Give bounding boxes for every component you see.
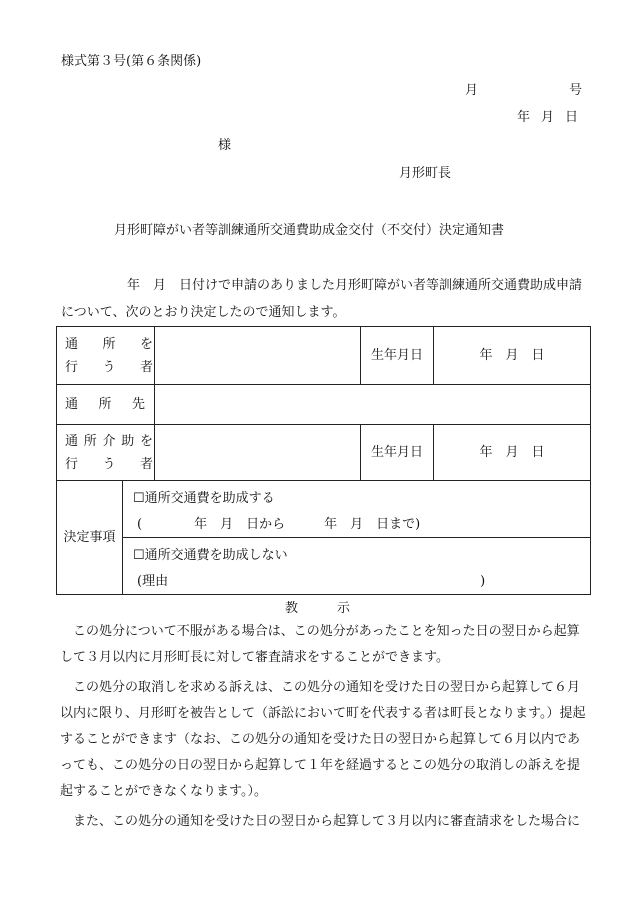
intro-line-2: について、次のとおり決定したので通知します。 — [61, 305, 346, 320]
notice-no-month: 月 — [465, 83, 479, 98]
table-row — [57, 425, 591, 481]
table-row — [57, 538, 591, 595]
decision-option-deny[interactable] — [123, 538, 591, 595]
escort-label-cell — [57, 425, 155, 481]
escort-name-field[interactable] — [155, 425, 361, 481]
notice-paragraph-3: また、この処分の通知を受けた日の翌日から起算して３月以内に審査請求をした場合に — [73, 814, 581, 829]
decision-label: 決定事項 — [57, 481, 123, 595]
escort-label-line-2: 行 う 者 — [65, 456, 153, 472]
escort-label-line-1: 通 所 介 助 を — [65, 433, 153, 449]
decision-table — [56, 326, 591, 595]
deny-reason: (理由 ) — [137, 574, 486, 589]
commuter-birth-field[interactable]: 年 月 日 — [434, 327, 591, 385]
notice-heading: 教 示 — [285, 601, 351, 616]
table-row — [57, 481, 591, 538]
grant-checkbox-label[interactable]: ☐通所交通費を助成する — [133, 491, 275, 506]
commuter-label-line-2: 行 う 者 — [65, 359, 153, 375]
intro-line-1: 年 月 日付けで申請のありました月形町障がい者等訓練通所交通費助成申請 — [127, 278, 583, 293]
notice-paragraph-2: この処分の取消しを求める訴えは、この処分の通知を受けた日の翌日から起算して６月以内に限り、月形町を被告として（訴訟において町を代表する者は町長となります。）提起することができます（なお、この処分の通知を受けた日の翌日から起算して６月以内であっても、この処分の日の翌日から起算して１年を経過するとこの処分の取消しの訴えを提起することができなくなります。）。 — [60, 680, 586, 799]
issue-date-year: 年 — [517, 110, 531, 125]
commuter-birth-label: 生年月日 — [361, 327, 434, 385]
issue-date-month: 月 — [541, 110, 555, 125]
deny-checkbox-label[interactable]: ☐通所交通費を助成しない — [133, 548, 288, 563]
issuer-name: 月形町長 — [399, 166, 452, 181]
destination-label-cell — [57, 385, 155, 425]
form-id: 様式第３号(第６条関係) — [61, 54, 202, 69]
destination-label: 通 所 先 — [65, 397, 145, 412]
commuter-label-cell — [57, 327, 155, 385]
escort-birth-label: 生年月日 — [361, 425, 434, 481]
table-row — [57, 385, 591, 425]
table-row — [57, 327, 591, 385]
escort-birth-field[interactable]: 年 月 日 — [434, 425, 591, 481]
destination-field[interactable] — [155, 385, 591, 425]
notice-paragraph-1: この処分について不服がある場合は、この処分があったことを知った日の翌日から起算して３月以内に月形町長に対して審査請求をすることができます。 — [60, 624, 580, 665]
notice-no-number: 号 — [569, 83, 583, 98]
commuter-name-field[interactable] — [155, 327, 361, 385]
issue-date — [517, 111, 578, 124]
grant-period: ( 年 月 日から 年 月 日まで) — [137, 517, 421, 532]
issue-date-day: 日 — [565, 110, 579, 125]
commuter-label-line-1: 通 所 を — [65, 336, 153, 352]
addressee-suffix: 様 — [218, 138, 232, 153]
notice-body — [60, 619, 587, 835]
document-title: 月形町障がい者等訓練通所交通費助成金交付（不交付）決定通知書 — [114, 223, 505, 238]
decision-option-grant[interactable] — [123, 481, 591, 538]
